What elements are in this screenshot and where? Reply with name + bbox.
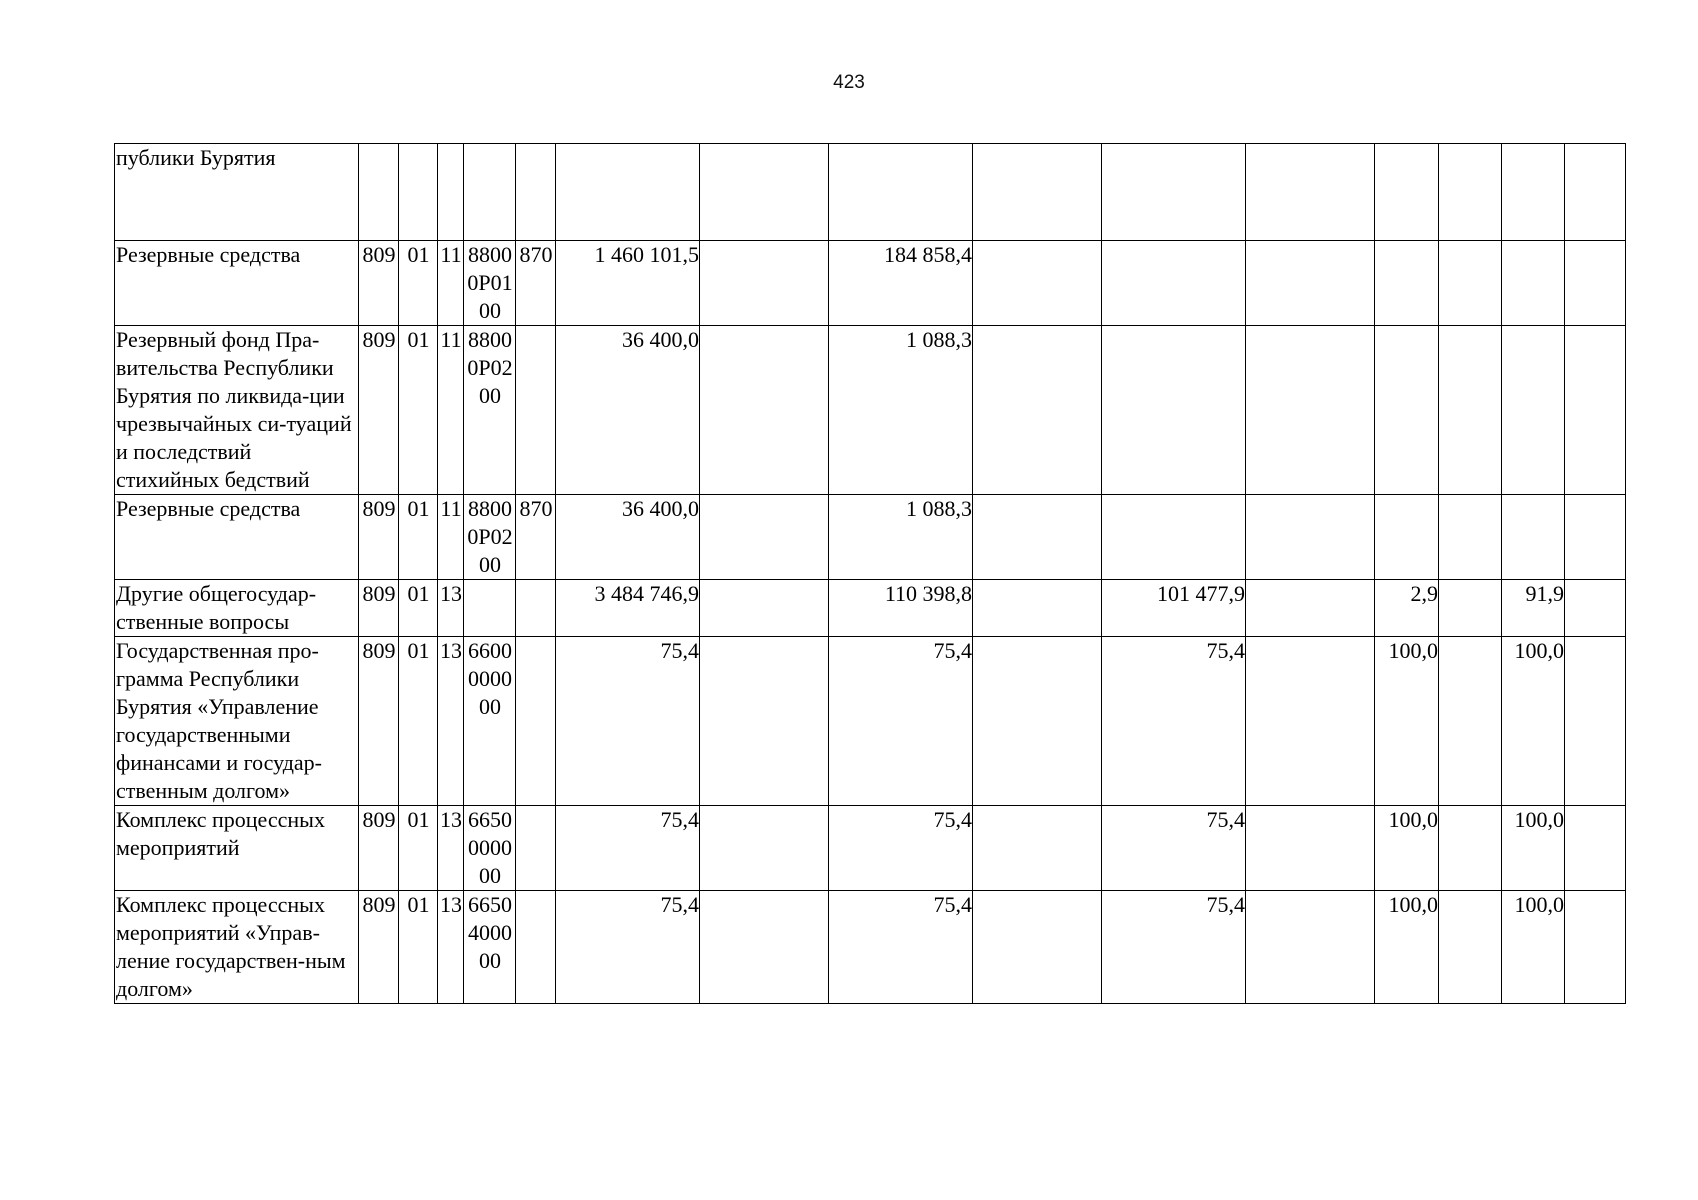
value-col-6	[1246, 241, 1375, 326]
value-col-9	[1502, 495, 1565, 580]
section-code: 01	[399, 637, 438, 806]
table-row	[115, 241, 1626, 326]
row-name: Другие общегосудар-ственные вопросы	[115, 580, 359, 637]
expense-type-code	[516, 580, 556, 637]
value-col-7: 2,9	[1375, 580, 1439, 637]
gr-code: 809	[359, 891, 399, 1004]
value-col-10	[1565, 241, 1626, 326]
target-item-code: 6650 4000 00	[464, 891, 516, 1004]
value-col-9	[1502, 144, 1565, 241]
row-name: публики Бурятия	[115, 144, 359, 241]
value-col-6	[1246, 806, 1375, 891]
value-col-9: 100,0	[1502, 637, 1565, 806]
value-col-2	[700, 326, 829, 495]
section-code: 01	[399, 241, 438, 326]
expense-type-code	[516, 326, 556, 495]
value-col-5: 75,4	[1102, 806, 1246, 891]
value-col-3: 1 088,3	[829, 326, 973, 495]
subsection-code: 11	[438, 241, 464, 326]
value-col-1: 75,4	[556, 891, 700, 1004]
value-col-1: 3 484 746,9	[556, 580, 700, 637]
row-name: Резервный фонд Пра-вительства Республики Бурятия по ликвида-ции чрезвычайных си-туаций и последствий стихийных бедствий	[115, 326, 359, 495]
gr-code: 809	[359, 580, 399, 637]
subsection-code: 13	[438, 637, 464, 806]
value-col-3: 184 858,4	[829, 241, 973, 326]
value-col-4	[973, 891, 1102, 1004]
value-col-1: 75,4	[556, 806, 700, 891]
value-col-9: 100,0	[1502, 891, 1565, 1004]
subsection-code: 13	[438, 806, 464, 891]
value-col-4	[973, 241, 1102, 326]
subsection-code: 11	[438, 326, 464, 495]
expense-type-code	[516, 806, 556, 891]
row-name: Государственная про-грамма Республики Бурятия «Управление государственными финансами и государ-ственным долгом»	[115, 637, 359, 806]
value-col-8	[1439, 891, 1502, 1004]
value-col-5: 75,4	[1102, 891, 1246, 1004]
section-code: 01	[399, 580, 438, 637]
value-col-1: 75,4	[556, 637, 700, 806]
value-col-5: 101 477,9	[1102, 580, 1246, 637]
section-code: 01	[399, 495, 438, 580]
target-item-code: 8800 0Р02 00	[464, 326, 516, 495]
value-col-10	[1565, 326, 1626, 495]
value-col-3: 75,4	[829, 637, 973, 806]
value-col-2	[700, 144, 829, 241]
value-col-1	[556, 144, 700, 241]
value-col-10	[1565, 637, 1626, 806]
value-col-1: 1 460 101,5	[556, 241, 700, 326]
subsection-code: 11	[438, 495, 464, 580]
value-col-5	[1102, 495, 1246, 580]
value-col-10	[1565, 891, 1626, 1004]
row-name: Резервные средства	[115, 241, 359, 326]
row-name: Резервные средства	[115, 495, 359, 580]
value-col-8	[1439, 241, 1502, 326]
value-col-9	[1502, 241, 1565, 326]
value-col-4	[973, 326, 1102, 495]
value-col-2	[700, 637, 829, 806]
target-item-code: 8800 0Р02 00	[464, 495, 516, 580]
value-col-4	[973, 806, 1102, 891]
value-col-2	[700, 806, 829, 891]
gr-code: 809	[359, 806, 399, 891]
expense-type-code	[516, 144, 556, 241]
value-col-6	[1246, 637, 1375, 806]
table-row	[115, 637, 1626, 806]
subsection-code: 13	[438, 891, 464, 1004]
gr-code: 809	[359, 326, 399, 495]
page-number: 423	[833, 72, 865, 93]
table-row	[115, 326, 1626, 495]
value-col-5	[1102, 241, 1246, 326]
value-col-7	[1375, 495, 1439, 580]
value-col-2	[700, 580, 829, 637]
value-col-10	[1565, 580, 1626, 637]
value-col-5	[1102, 326, 1246, 495]
value-col-4	[973, 637, 1102, 806]
value-col-10	[1565, 495, 1626, 580]
value-col-2	[700, 241, 829, 326]
value-col-8	[1439, 580, 1502, 637]
target-item-code: 8800 0Р01 00	[464, 241, 516, 326]
target-item-code: 6600 0000 00	[464, 637, 516, 806]
value-col-9: 91,9	[1502, 580, 1565, 637]
section-code: 01	[399, 806, 438, 891]
budget-table	[114, 143, 1626, 1004]
row-name: Комплекс процессных мероприятий «Управ-ление государствен-ным долгом»	[115, 891, 359, 1004]
value-col-1: 36 400,0	[556, 495, 700, 580]
value-col-7: 100,0	[1375, 891, 1439, 1004]
table-row	[115, 891, 1626, 1004]
value-col-6	[1246, 580, 1375, 637]
value-col-2	[700, 495, 829, 580]
section-code: 01	[399, 891, 438, 1004]
value-col-9	[1502, 326, 1565, 495]
subsection-code	[438, 144, 464, 241]
value-col-6	[1246, 326, 1375, 495]
value-col-3: 1 088,3	[829, 495, 973, 580]
target-item-code	[464, 144, 516, 241]
value-col-8	[1439, 144, 1502, 241]
value-col-8	[1439, 495, 1502, 580]
expense-type-code: 870	[516, 241, 556, 326]
value-col-5	[1102, 144, 1246, 241]
value-col-4	[973, 580, 1102, 637]
value-col-7	[1375, 241, 1439, 326]
value-col-7	[1375, 326, 1439, 495]
value-col-3: 75,4	[829, 891, 973, 1004]
expense-type-code: 870	[516, 495, 556, 580]
table-row	[115, 580, 1626, 637]
value-col-7: 100,0	[1375, 637, 1439, 806]
table-row	[115, 144, 1626, 241]
value-col-7: 100,0	[1375, 806, 1439, 891]
value-col-10	[1565, 144, 1626, 241]
gr-code	[359, 144, 399, 241]
value-col-10	[1565, 806, 1626, 891]
value-col-6	[1246, 495, 1375, 580]
value-col-8	[1439, 637, 1502, 806]
row-name: Комплекс процессных мероприятий	[115, 806, 359, 891]
gr-code: 809	[359, 241, 399, 326]
value-col-6	[1246, 891, 1375, 1004]
gr-code: 809	[359, 637, 399, 806]
value-col-4	[973, 495, 1102, 580]
value-col-5: 75,4	[1102, 637, 1246, 806]
value-col-2	[700, 891, 829, 1004]
value-col-6	[1246, 144, 1375, 241]
value-col-8	[1439, 806, 1502, 891]
value-col-3	[829, 144, 973, 241]
table-row	[115, 495, 1626, 580]
expense-type-code	[516, 891, 556, 1004]
value-col-4	[973, 144, 1102, 241]
section-code: 01	[399, 326, 438, 495]
value-col-8	[1439, 326, 1502, 495]
target-item-code	[464, 580, 516, 637]
value-col-7	[1375, 144, 1439, 241]
section-code	[399, 144, 438, 241]
value-col-3: 75,4	[829, 806, 973, 891]
value-col-9: 100,0	[1502, 806, 1565, 891]
value-col-3: 110 398,8	[829, 580, 973, 637]
gr-code: 809	[359, 495, 399, 580]
value-col-1: 36 400,0	[556, 326, 700, 495]
table-row	[115, 806, 1626, 891]
subsection-code: 13	[438, 580, 464, 637]
expense-type-code	[516, 637, 556, 806]
target-item-code: 6650 0000 00	[464, 806, 516, 891]
